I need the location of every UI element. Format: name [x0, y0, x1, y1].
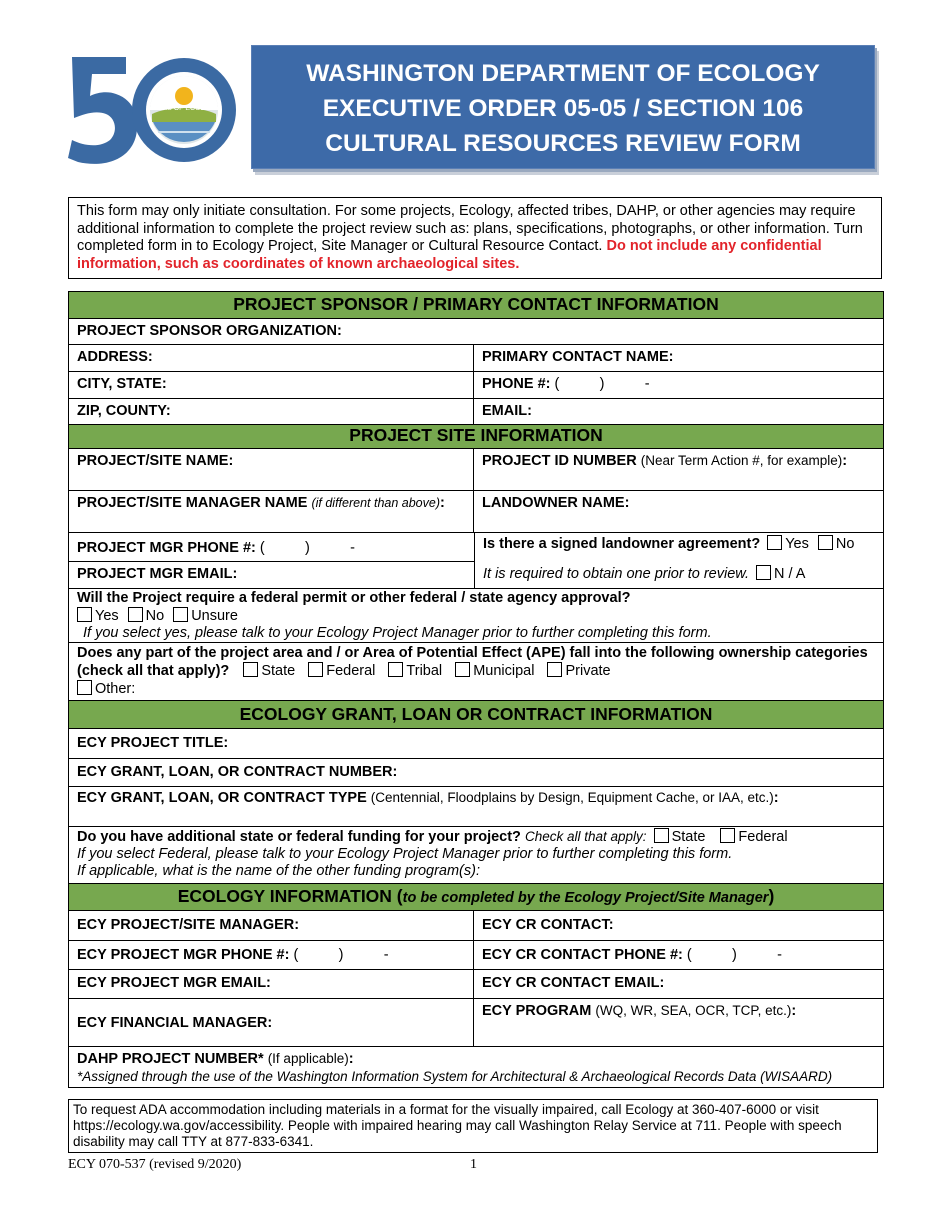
phone-field[interactable] — [474, 372, 883, 398]
ecy-program-field[interactable] — [474, 999, 883, 1046]
page-number: 1 — [470, 1157, 477, 1172]
ownership-municipal-label: Municipal — [473, 663, 535, 679]
agreement-no-checkbox[interactable] — [818, 535, 833, 550]
funding-state-checkbox[interactable] — [654, 828, 669, 843]
federal-permit-question — [69, 589, 883, 642]
project-id-note: (Near Term Action #, for example) — [640, 453, 843, 468]
sponsor-organization-field[interactable]: PROJECT SPONSOR ORGANIZATION: — [77, 323, 342, 339]
ada-notice: To request ADA accommodation including materials in a format for the visually impaired, call Ecology at 360-407-6000 or visit https://ecology.wa.gov/accessibility. People with impaired hearing may call Washington Relay Service at 711. People with speech disability may call TTY at 877-833-6341. — [68, 1099, 878, 1153]
ecology-heading-text: ECOLOGY INFORMATION ( — [177, 886, 403, 906]
contract-type-colon: : — [773, 790, 779, 806]
agreement-no-label: No — [835, 536, 855, 552]
site-name-field[interactable]: PROJECT/SITE NAME: — [69, 449, 474, 490]
ecy-project-title-field[interactable]: ECY PROJECT TITLE: — [77, 735, 229, 751]
primary-contact-field[interactable]: PRIMARY CONTACT NAME: — [482, 349, 674, 365]
ecy-cr-phone-label: ECY CR CONTACT PHONE #: — [482, 947, 683, 963]
ecy-cr-phone-mask: ( ) - — [686, 947, 782, 963]
ownership-question — [69, 643, 883, 700]
mgr-phone-mask: ( ) - — [259, 540, 355, 556]
permit-no-checkbox[interactable] — [128, 607, 143, 622]
ownership-federal-checkbox[interactable] — [308, 662, 323, 677]
additional-funding-question — [69, 827, 883, 883]
dahp-number-field[interactable] — [69, 1047, 883, 1087]
contract-type-note: (Centennial, Floodplains by Design, Equipment Cache, or IAA, etc.) — [370, 790, 774, 805]
ecy-site-manager-field[interactable]: ECY PROJECT/SITE MANAGER: — [69, 911, 474, 940]
ecology-heading-close: ) — [768, 886, 775, 906]
agreement-na-label: N / A — [774, 566, 806, 582]
permit-unsure-checkbox[interactable] — [173, 607, 188, 622]
project-id-colon: : — [842, 453, 848, 469]
intro-text: This form may only initiate consultation. For some projects, Ecology, affected tribes, DAHP, or other agencies may require additional information to complete the project review such as: plans, specifications, photographs, or other information. Turn completed form in to Ecology Project, Site Manager or Cultural Resource Contact. — [77, 203, 863, 254]
site-manager-colon: : — [440, 495, 445, 511]
title-line-1: WASHINGTON DEPARTMENT OF ECOLOGY — [306, 60, 820, 87]
ownership-state-label: State — [261, 663, 296, 679]
ownership-private-label: Private — [565, 663, 611, 679]
permit-yes-checkbox[interactable] — [77, 607, 92, 622]
funding-note-other: If applicable, what is the name of the other funding program(s): — [77, 863, 480, 879]
agreement-note-row — [475, 561, 883, 588]
title-banner — [251, 45, 875, 169]
ecy-program-note: (WQ, WR, SEA, OCR, TCP, etc.) — [595, 1003, 792, 1018]
ecy-financial-manager-field[interactable]: ECY FINANCIAL MANAGER: — [69, 999, 474, 1046]
ownership-question-text: Does any part of the project area and / or Area of Potential Effect (APE) fall into the following ownership categories (check all that apply)? — [77, 645, 868, 679]
funding-note-federal: If you select Federal, please talk to your Ecology Project Manager prior to further completing this form. — [77, 846, 733, 862]
permit-yes-label: Yes — [95, 608, 119, 624]
mgr-phone-label: PROJECT MGR PHONE #: — [77, 540, 256, 556]
funding-federal-label: Federal — [738, 829, 788, 845]
ownership-other-checkbox[interactable] — [77, 680, 92, 695]
intro-box — [68, 197, 882, 279]
ownership-state-checkbox[interactable] — [243, 662, 258, 677]
permit-no-label: No — [145, 608, 165, 624]
mgr-phone-field[interactable] — [69, 533, 474, 561]
ecology-50-years-logo — [64, 52, 244, 172]
agreement-yes-checkbox[interactable] — [767, 535, 782, 550]
logo-digit-5 — [68, 57, 137, 164]
ownership-tribal-label: Tribal — [406, 663, 443, 679]
ownership-private-checkbox[interactable] — [547, 662, 562, 677]
dahp-label: DAHP PROJECT NUMBER* — [77, 1051, 264, 1067]
ecy-mgr-phone-mask: ( ) - — [293, 947, 389, 963]
agreement-na-checkbox[interactable] — [756, 565, 771, 580]
ecy-program-colon: : — [791, 1003, 797, 1019]
ecy-contract-number-field[interactable]: ECY GRANT, LOAN, OR CONTRACT NUMBER: — [77, 764, 398, 780]
ecy-program-label: ECY PROGRAM — [482, 1003, 592, 1019]
ecy-cr-email-field[interactable]: ECY CR CONTACT EMAIL: — [482, 975, 665, 991]
dahp-colon: : — [348, 1051, 354, 1067]
review-form — [68, 291, 884, 1088]
zip-county-field[interactable]: ZIP, COUNTY: — [69, 399, 474, 424]
title-line-3: CULTURAL RESOURCES REVIEW FORM — [325, 130, 801, 157]
grant-section-heading: ECOLOGY GRANT, LOAN OR CONTRACT INFORMATION — [69, 701, 883, 728]
ecy-mgr-phone-label: ECY PROJECT MGR PHONE #: — [77, 947, 290, 963]
site-section-heading: PROJECT SITE INFORMATION — [69, 425, 883, 448]
title-line-2: EXECUTIVE ORDER 05-05 / SECTION 106 — [322, 95, 804, 122]
ecy-mgr-email-field[interactable]: ECY PROJECT MGR EMAIL: — [69, 970, 474, 998]
contract-type-label: ECY GRANT, LOAN, OR CONTRACT TYPE — [77, 790, 367, 806]
phone-mask: ( ) - — [554, 376, 650, 392]
funding-state-label: State — [671, 829, 706, 845]
agreement-question-text: Is there a signed landowner agreement? — [483, 536, 761, 552]
sponsor-section-heading: PROJECT SPONSOR / PRIMARY CONTACT INFORMATION — [69, 292, 883, 318]
logo-text: YEARS OF ECOLOGY — [148, 105, 220, 112]
dahp-note: (If applicable) — [267, 1051, 349, 1066]
funding-federal-checkbox[interactable] — [720, 828, 735, 843]
ecy-mgr-phone-field[interactable] — [69, 941, 474, 969]
ecy-cr-phone-field[interactable] — [474, 941, 883, 969]
funding-question-text: Do you have additional state or federal funding for your project? — [77, 829, 521, 845]
project-id-label: PROJECT ID NUMBER — [482, 453, 637, 469]
email-field[interactable]: EMAIL: — [482, 403, 532, 419]
permit-note: If you select yes, please talk to your Ecology Project Manager prior to further completing this form. — [83, 625, 712, 641]
ecology-heading-note: to be completed by the Ecology Project/Site Manager — [402, 890, 769, 906]
ecy-contract-type-field[interactable] — [69, 787, 883, 826]
form-id: ECY 070-537 (revised 9/2020) — [68, 1157, 242, 1172]
dahp-footnote: *Assigned through the use of the Washington Information System for Architectural & Archaeological Records Data (WISAARD) — [77, 1069, 833, 1084]
ownership-municipal-checkbox[interactable] — [455, 662, 470, 677]
address-field[interactable]: ADDRESS: — [69, 345, 474, 371]
landowner-agreement-question — [475, 533, 883, 561]
ecy-cr-contact-field[interactable]: ECY CR CONTACT: — [482, 917, 614, 933]
funding-check-all: Check all that apply: — [524, 829, 647, 844]
mgr-email-field[interactable]: PROJECT MGR EMAIL: — [69, 561, 474, 588]
city-state-field[interactable]: CITY, STATE: — [69, 372, 474, 398]
confidential-warning: Do not include any confidential information, such as coordinates of known archaeological sites. — [77, 238, 822, 272]
site-manager-label: PROJECT/SITE MANAGER NAME — [77, 495, 308, 511]
phone-label: PHONE #: — [482, 376, 551, 392]
permit-unsure-label: Unsure — [191, 608, 238, 624]
ownership-other-label: Other: — [95, 681, 136, 697]
landowner-field[interactable]: LANDOWNER NAME: — [482, 495, 630, 511]
ownership-tribal-checkbox[interactable] — [388, 662, 403, 677]
agreement-yes-label: Yes — [785, 536, 809, 552]
permit-question-text: Will the Project require a federal permit or other federal / state agency approval? — [77, 590, 631, 606]
agreement-note: It is required to obtain one prior to review. — [483, 566, 749, 582]
project-id-field[interactable] — [474, 449, 883, 490]
site-manager-note: (if different than above) — [311, 496, 440, 510]
ecology-section-heading — [69, 884, 883, 910]
ownership-federal-label: Federal — [326, 663, 376, 679]
site-manager-field[interactable] — [69, 491, 474, 532]
